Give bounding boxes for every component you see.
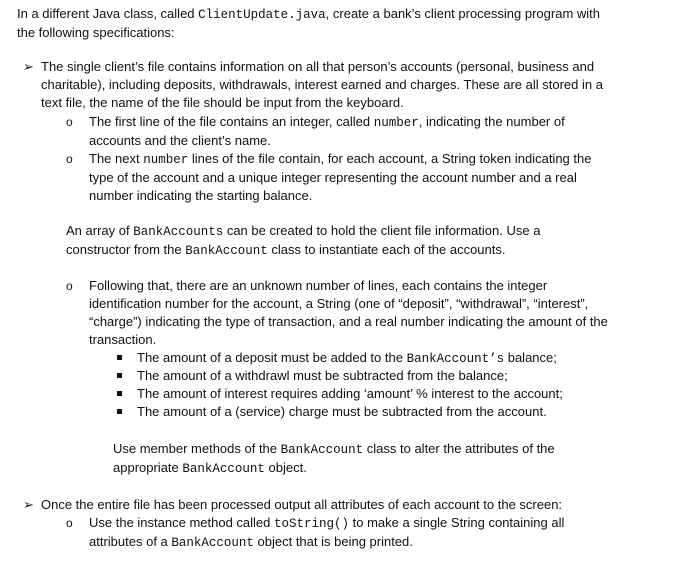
- spec1-line: charitable), including deposits, withdrawals, interest earned and charges. These are all stored in a: [41, 77, 603, 92]
- sub1-text: The first line of the file contains an integer, called: [89, 114, 374, 129]
- member-text-b: class to alter the attributes of the: [363, 441, 555, 456]
- circle-bullet-icon: o: [66, 279, 73, 293]
- spec2-sub-text-b: to make a single String containing all: [349, 515, 565, 530]
- spec2-line: Once the entire file has been processed output all attributes of each account to the screen:: [41, 497, 563, 512]
- spec1-sub1: [89, 113, 565, 150]
- code-bankaccount: BankAccount: [185, 244, 268, 258]
- transaction-item-charge: The amount of a (service) charge must be subtracted from the account.: [137, 404, 547, 419]
- member-text: Use member methods of the: [113, 441, 281, 456]
- circle-bullet-icon: o: [66, 516, 73, 530]
- sub2-line-3: number indicating the starting balance.: [89, 188, 313, 203]
- code-bankaccount-s: BankAccount’s: [406, 352, 505, 366]
- intro-text: In a different Java class, called: [17, 6, 199, 21]
- code-bankaccount: BankAccount: [171, 536, 254, 550]
- array-text-d: class to instantiate each of the accounts.: [267, 242, 506, 257]
- intro-text-suffix: , create a bank’s client processing program with: [325, 6, 601, 21]
- array-paragraph: [66, 222, 540, 260]
- code-bankaccounts: BankAccounts: [133, 225, 224, 239]
- member-methods-paragraph: [113, 440, 555, 478]
- intro-line-2: the following specifications:: [17, 25, 175, 40]
- square-bullet-icon: [117, 409, 122, 414]
- spec1-line: The single client’s file contains information on all that person’s accounts (personal, business and: [41, 59, 595, 74]
- transaction-item-interest: The amount of interest requires adding ‘amount’ % interest to the account;: [137, 386, 563, 401]
- circle-bullet-icon: o: [66, 115, 73, 129]
- transactions-paragraph: [89, 277, 669, 349]
- transactions-line: “charge”) indicating the type of transaction, and a real number indicating the amount of the: [89, 314, 608, 329]
- intro-paragraph: [17, 5, 600, 42]
- square-bullet-icon: [117, 355, 122, 360]
- sub2-line-2: type of the account and a unique integer representing the account number and a real: [89, 170, 577, 185]
- sub1-line-2: accounts and the client’s name.: [89, 133, 271, 148]
- intro-line-1: [17, 5, 600, 24]
- spec1-paragraph: [41, 58, 661, 112]
- spec1-line: text file, the name of the file should be input from the keyboard.: [41, 95, 404, 110]
- transactions-line: identification number for the account, a String (one of “deposit”, “withdrawal”, “interest”,: [89, 296, 589, 311]
- arrow-bullet-icon: ➢: [23, 59, 34, 74]
- circle-bullet-icon: o: [66, 152, 73, 166]
- spec2-sub-text-d: object that is being printed.: [253, 534, 413, 549]
- array-text: An array of: [66, 223, 134, 238]
- spec2-sub: [89, 514, 564, 552]
- transactions-line: transaction.: [89, 332, 157, 347]
- transaction-item-deposit: [137, 349, 557, 368]
- item-text: The amount of a deposit must be added to the: [137, 350, 407, 365]
- member-text-d: object.: [264, 460, 307, 475]
- spec1-sub2: [89, 150, 591, 205]
- code-clientupdate: ClientUpdate.java: [198, 8, 326, 22]
- transaction-item-withdrawal: The amount of a withdrawl must be subtracted from the balance;: [137, 368, 508, 383]
- member-text-c: appropriate: [113, 460, 183, 475]
- item-text-b: balance;: [504, 350, 557, 365]
- code-number: number: [373, 116, 419, 130]
- code-bankaccount: BankAccount: [280, 443, 364, 457]
- sub2-text: The next: [89, 151, 144, 166]
- spec2-sub-text-c: attributes of a: [89, 534, 172, 549]
- square-bullet-icon: [117, 373, 122, 378]
- square-bullet-icon: [117, 391, 122, 396]
- array-text-b: can be created to hold the client file information. Use a: [223, 223, 541, 238]
- code-tostring: toString(): [274, 517, 350, 531]
- transactions-line: Following that, there are an unknown number of lines, each contains the integer: [89, 278, 548, 293]
- spec2-sub-text: Use the instance method called: [89, 515, 274, 530]
- arrow-bullet-icon: ➢: [23, 497, 34, 512]
- array-text-c: constructor from the: [66, 242, 186, 257]
- code-number: number: [143, 153, 189, 167]
- code-bankaccount: BankAccount: [182, 462, 265, 476]
- sub1-text-b: , indicating the number of: [418, 114, 565, 129]
- sub2-text-b: lines of the file contain, for each account, a String token indicating the: [188, 151, 592, 166]
